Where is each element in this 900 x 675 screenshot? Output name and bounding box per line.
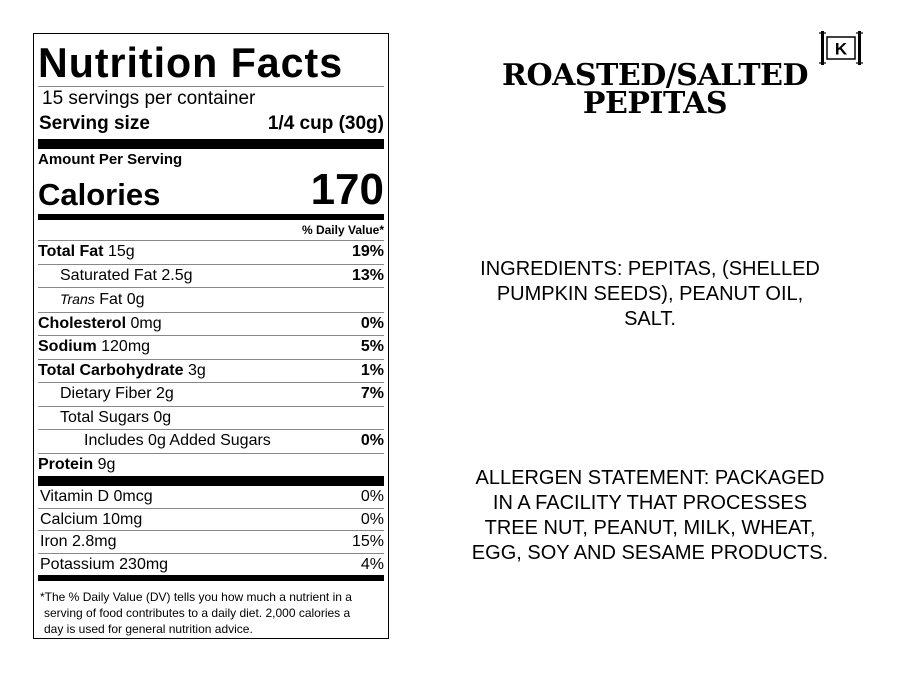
serving-size-value: 1/4 cup (30g) xyxy=(267,113,384,134)
nutrient-name: Saturated Fat xyxy=(60,266,157,284)
nutrient-amount: 15g xyxy=(107,243,135,260)
nutrient-amount: 9g xyxy=(97,455,116,473)
product-title xyxy=(440,58,870,121)
nutrition-facts-title: Nutrition Facts xyxy=(38,39,344,86)
daily-value-header: % Daily Value* xyxy=(301,223,384,237)
nutrient-row-total-fat xyxy=(38,240,384,264)
vitamin-name: Vitamin D 0mcg xyxy=(40,488,153,505)
nutrient-dv: 0% xyxy=(360,314,384,332)
nutrient-name: Total Carbohydrate xyxy=(38,361,184,379)
nutrient-row-protein xyxy=(38,453,384,477)
nutrient-name: Total Sugars xyxy=(60,408,149,426)
nutrient-row-total-sugars xyxy=(38,406,384,430)
nutrient-name: Dietary Fiber xyxy=(60,385,152,402)
nutrient-dv: 19% xyxy=(351,243,384,260)
nutrient-dv: 7% xyxy=(360,385,384,402)
nutrition-facts-label xyxy=(33,33,389,639)
ingredients-line: PUMPKIN SEEDS), PEANUT OIL, xyxy=(496,283,804,305)
nutrient-name: Sodium xyxy=(38,338,97,355)
product-title-line: PEPITAS xyxy=(582,86,728,121)
nutrient-name: Total Fat xyxy=(38,243,104,260)
vitamin-dv: 4% xyxy=(360,555,384,573)
nutrient-row-dietary-fiber xyxy=(38,382,384,406)
servings-per-container: 15 servings per container xyxy=(42,88,256,109)
footnote-line: day is used for general nutrition advice. xyxy=(44,622,253,636)
thick-divider xyxy=(38,139,384,149)
kosher-k-icon xyxy=(818,30,864,66)
vitamin-dv: 0% xyxy=(360,488,384,505)
thick-divider xyxy=(38,476,384,486)
nutrient-name: Protein xyxy=(38,455,94,473)
nutrient-dv: 1% xyxy=(360,361,384,379)
nutrient-row-sodium xyxy=(38,335,384,359)
kosher-letter: K xyxy=(834,39,848,59)
vitamin-dv: 15% xyxy=(351,533,384,550)
nutrient-row-total-carbohydrate xyxy=(38,359,384,383)
nutrient-amount: 0g xyxy=(126,291,145,308)
calories-row xyxy=(38,165,384,214)
nutrient-amount: 2g xyxy=(156,385,174,402)
serving-size-label: Serving size xyxy=(39,113,150,134)
nutrient-row-saturated-fat xyxy=(38,264,384,288)
vitamin-name: Potassium 230mg xyxy=(40,555,169,573)
allergen-line: TREE NUT, PEANUT, MILK, WHEAT, xyxy=(484,517,816,539)
allergen-line: EGG, SOY AND SESAME PRODUCTS. xyxy=(471,542,829,564)
vitamin-name: Iron 2.8mg xyxy=(40,533,117,550)
vitamin-row xyxy=(38,530,384,553)
nutrient-amount: 0mg xyxy=(130,314,162,332)
nutrient-row-cholesterol xyxy=(38,312,384,336)
nutrient-name: Cholesterol xyxy=(38,314,127,332)
product-title-line: ROASTED/SALTED xyxy=(502,58,808,93)
allergen-line: IN A FACILITY THAT PROCESSES xyxy=(492,492,808,514)
vitamin-name: Calcium 10mg xyxy=(40,510,143,528)
nutrient-amount: 2.5g xyxy=(161,266,193,284)
nutrient-amount: 3g xyxy=(187,361,206,379)
amount-per-serving: Amount Per Serving xyxy=(38,151,183,168)
vitamin-dv: 0% xyxy=(360,510,384,528)
vitamin-row xyxy=(38,508,384,531)
nutrient-amount: 0g xyxy=(153,408,172,426)
nutrient-dv: 0% xyxy=(360,432,384,449)
ingredients-statement xyxy=(440,257,860,332)
allergen-line: ALLERGEN STATEMENT: PACKAGED xyxy=(475,467,825,489)
nutrient-row-trans-fat xyxy=(38,287,384,312)
nutrient-amount: 120mg xyxy=(101,338,151,355)
footnote-line: The % Daily Value (DV) tells you how much a nutrient in a xyxy=(44,590,352,604)
calories-label: Calories xyxy=(38,177,161,212)
nutrient-name: Trans xyxy=(60,291,95,307)
ingredients-line: SALT. xyxy=(624,308,676,330)
ingredients-line: INGREDIENTS: PEPITAS, (SHELLED xyxy=(480,258,820,280)
calories-value: 170 xyxy=(310,165,384,214)
nutrient-dv: 5% xyxy=(360,338,384,355)
nutrient-row-added-sugars xyxy=(38,429,384,453)
footnote-line: serving of food contributes to a daily diet. 2,000 calories a xyxy=(44,606,351,620)
footnote-star: * xyxy=(40,590,45,604)
medium-divider xyxy=(38,575,384,581)
vitamin-row xyxy=(38,553,384,576)
allergen-statement xyxy=(440,466,860,566)
serving-size-row xyxy=(38,111,384,137)
nutrient-name: Includes 0g Added Sugars xyxy=(84,432,271,449)
vitamin-row xyxy=(38,486,384,508)
daily-value-footnote xyxy=(38,589,384,637)
vitamins-section xyxy=(38,486,384,575)
nutrient-dv: 13% xyxy=(351,266,384,284)
nutrient-suffix: Fat xyxy=(94,291,123,308)
